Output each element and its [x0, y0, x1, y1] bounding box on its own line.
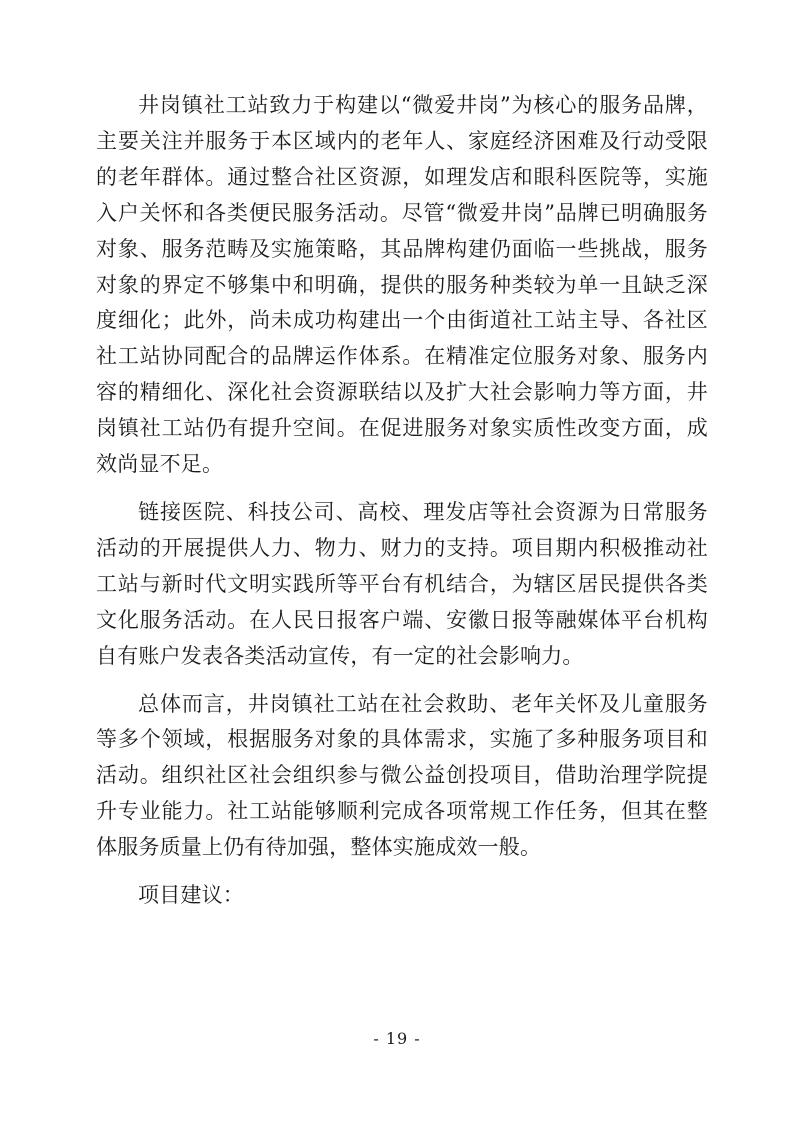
document-body	[96, 88, 708, 921]
paragraph-project-suggestions-heading: 项目建议：	[138, 883, 244, 908]
page-number: - 19 -	[373, 1029, 421, 1048]
paragraph-brand-building: 井岗镇社工站致力于构建以“微爱井岗”为核心的服务品牌，主要关注并服务于本区域内的老年人、家庭经济困难及行动受限的老年群体。通过整合社区资源，如理发店和眼科医院等，实施入户关怀和各类便民服务活动。尽管“微爱井岗”品牌已明确服务对象、服务范畴及实施策略，其品牌构建仍面临一些挑战，服务对象的界定不够集中和明确，提供的服务种类较为单一且缺乏深度细化；此外，尚未成功构建出一个由街道社工站主导、各社区社工站协同配合的品牌运作体系。在精准定位服务对象、服务内容的精细化、深化社会资源联结以及扩大社会影响力等方面，井岗镇社工站仍有提升空间。在促进服务对象实质性改变方面，成效尚显不足。	[96, 93, 708, 477]
paragraph-resource-linking: 链接医院、科技公司、高校、理发店等社会资源为日常服务活动的开展提供人力、物力、财力的支持。项目期内积极推动社工站与新时代文明实践所等平台有机结合，为辖区居民提供各类文化服务活动。在人民日报客户端、安徽日报等融媒体平台机构自有账户发表各类活动宣传，有一定的社会影响力。	[96, 499, 708, 668]
paragraph-overall-assessment: 总体而言，井岗镇社工站在社会救助、老年关怀及儿童服务等多个领域，根据服务对象的具体需求，实施了多种服务项目和活动。组织社区社会组织参与微公益创投项目，借助治理学院提升专业能力。社工站能够顺利完成各项常规工作任务，但其在整体服务质量上仍有待加强，整体实施成效一般。	[96, 691, 708, 860]
